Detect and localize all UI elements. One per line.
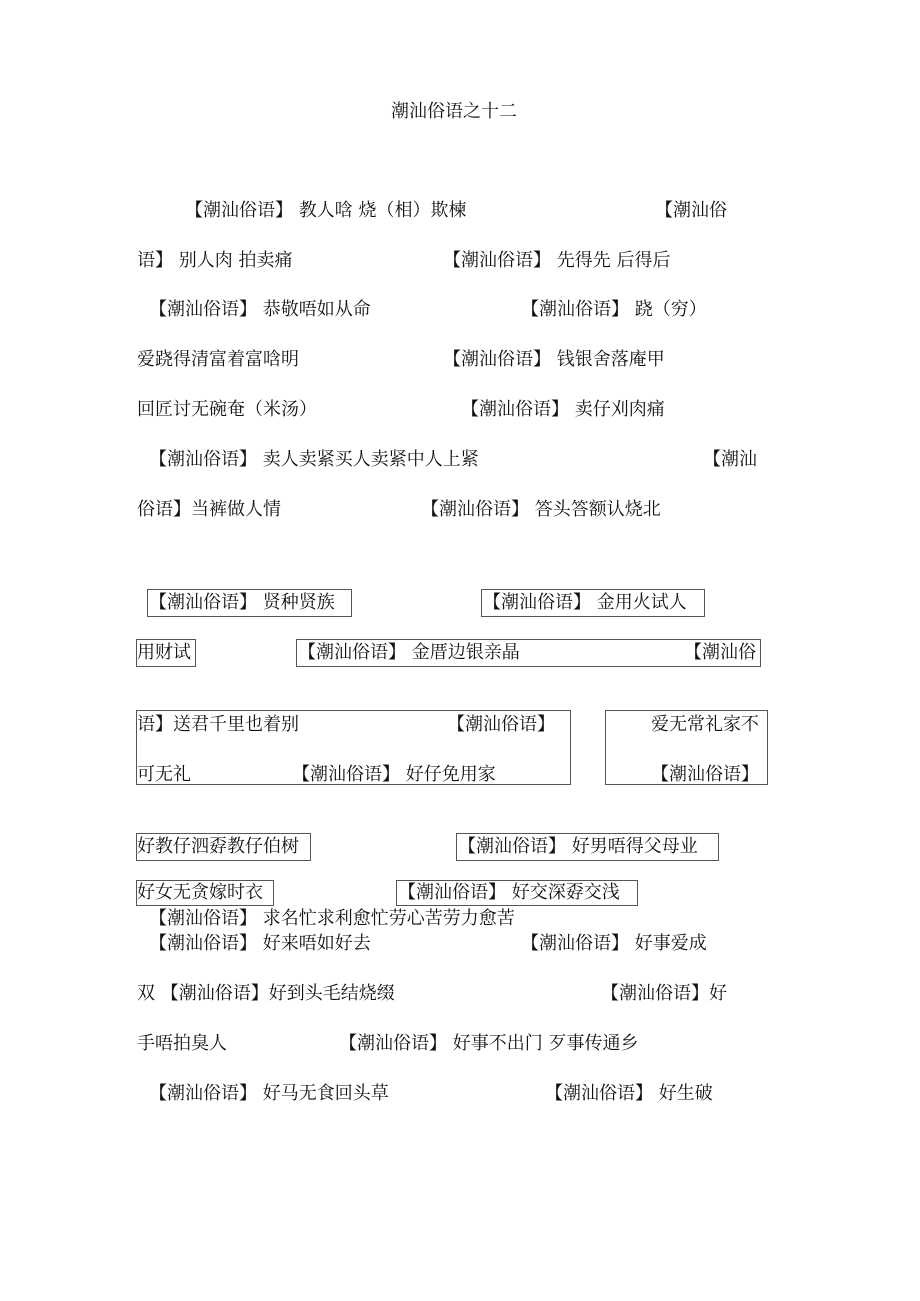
text-line: 双 【潮汕俗语】好到头毛结烧缀 <box>137 983 395 1004</box>
text-line: 【潮汕俗 <box>684 642 756 663</box>
text-line: 【潮汕俗语】 <box>447 714 555 735</box>
text-line: 【潮汕俗语】 先得先 后得后 <box>443 250 671 271</box>
text-line: 【潮汕俗语】 卖人卖紧买人卖紧中人上紧 <box>149 449 479 470</box>
text-line: 【潮汕俗语】 好事不出门 歹事传通乡 <box>339 1033 639 1054</box>
text-line: 【潮汕俗语】 恭敬唔如从命 <box>149 299 371 320</box>
text-line: 俗语】当裤做人情 <box>137 499 281 520</box>
text-line: 【潮汕 <box>703 449 757 470</box>
text-line: 【潮汕俗语】 好仔免用家 <box>292 764 496 785</box>
text-line: 【潮汕俗语】 金厝边银亲晶 <box>298 642 520 663</box>
text-line: 【潮汕俗语】 好事爱成 <box>521 933 707 954</box>
text-line: 【潮汕俗语】 教人唅 烧（相）欺楝 <box>185 200 467 221</box>
text-line: 【潮汕俗语】 卖仔刈肉痛 <box>461 399 665 420</box>
text-line: 【潮汕俗语】 好马无食回头草 <box>149 1083 389 1104</box>
text-line: 【潮汕俗语】 金用火试人 <box>483 592 687 613</box>
text-line: 【潮汕俗语】 好生破 <box>545 1083 713 1104</box>
text-line: 语】 别人肉 拍卖痛 <box>137 250 293 271</box>
text-line: 【潮汕俗语】 好男唔得父母业 <box>458 836 698 857</box>
text-line: 【潮汕俗语】 求名忙求利愈忙劳心苦劳力愈苦 <box>149 908 515 929</box>
text-line: 【潮汕俗语】 贤种贤族 <box>149 592 335 613</box>
text-line: 【潮汕俗语】好 <box>601 983 727 1004</box>
text-line: 手唔拍臭人 <box>137 1033 227 1054</box>
text-line: 爱无常礼家不 <box>651 714 759 735</box>
text-line: 好女无贪嫁时衣 <box>137 882 263 903</box>
text-line: 语】送君千里也着别 <box>137 714 299 735</box>
text-line: 回匠讨无碗奄（米汤） <box>137 399 317 420</box>
text-line: 用财试 <box>137 642 191 663</box>
page-title: 潮汕俗语之十二 <box>391 101 517 122</box>
text-line: 【潮汕俗语】 钱银舍落庵甲 <box>443 349 665 370</box>
text-line: 可无礼 <box>137 764 191 785</box>
text-line: 【潮汕俗语】 跷（穷） <box>521 299 707 320</box>
text-line: 【潮汕俗 <box>655 200 727 221</box>
text-line: 【潮汕俗语】 好交深孬交浅 <box>398 882 620 903</box>
text-line: 【潮汕俗语】 <box>651 764 759 785</box>
text-line: 【潮汕俗语】 好来唔如好去 <box>149 933 371 954</box>
text-line: 好教仔泗孬教仔伯树 <box>137 836 299 857</box>
text-line: 爱跷得清富着富唅明 <box>137 349 299 370</box>
text-line: 【潮汕俗语】 答头答额认烧北 <box>421 499 661 520</box>
